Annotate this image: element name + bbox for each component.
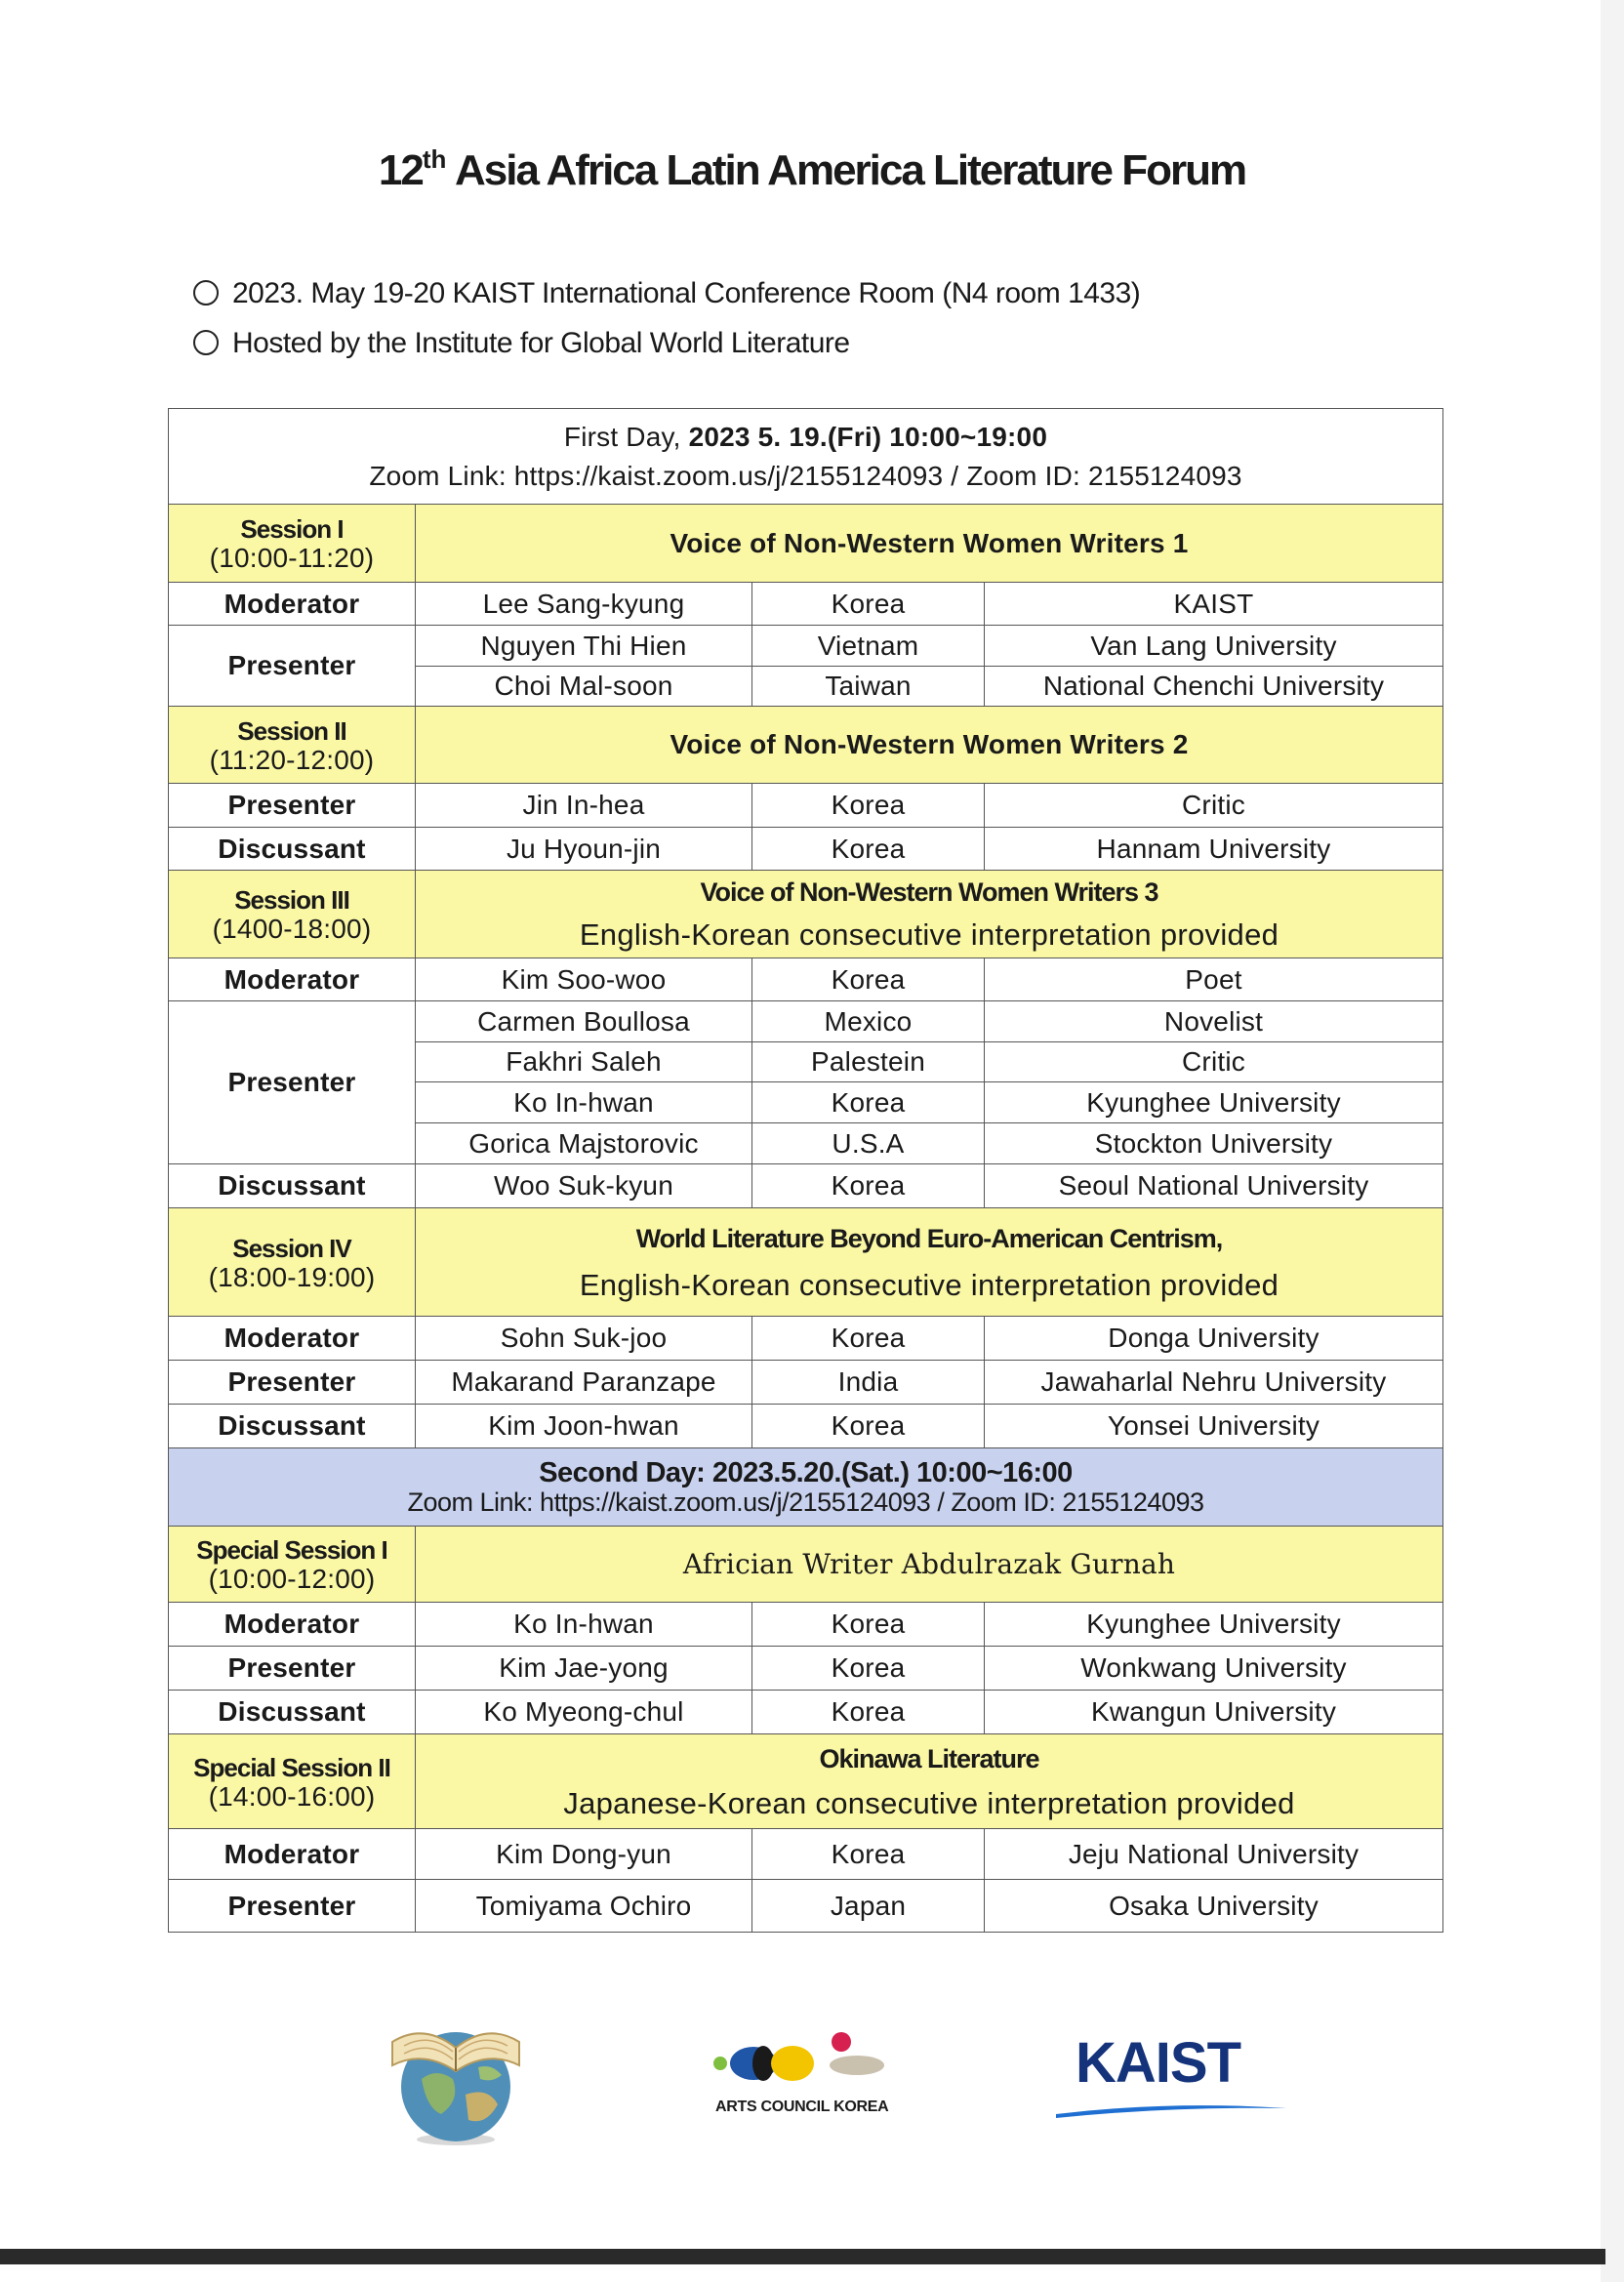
table-row: Presenter Nguyen Thi Hien Vietnam Van Lang University	[169, 626, 1443, 667]
table-row: Gorica Majstorovic U.S.A Stockton University	[169, 1123, 1443, 1164]
circle-bullet-icon	[193, 280, 219, 306]
event-host: Hosted by the Institute for Global World Literature	[193, 327, 850, 360]
table-row: Presenter Tomiyama Ochiro Japan Osaka University	[169, 1880, 1443, 1933]
bottom-border-bar	[0, 2249, 1605, 2264]
kaist-swoosh-icon	[1054, 2099, 1288, 2120]
table-row: Presenter Makarand Paranzape India Jawaharlal Nehru University	[169, 1361, 1443, 1405]
table-row: Moderator Kim Soo-woo Korea Poet	[169, 958, 1443, 1001]
session-1-header: Session I (10:00-11:20) Voice of Non-Western Women Writers 1	[169, 505, 1443, 583]
page-edge-shadow	[1601, 0, 1624, 2282]
book-globe-logo-icon	[383, 2011, 529, 2147]
table-row: Presenter Carmen Boullosa Mexico Novelist	[169, 1001, 1443, 1042]
session-2-header: Session II (11:20-12:00) Voice of Non-Western Women Writers 2	[169, 707, 1443, 784]
table-row: Fakhri Saleh Palestein Critic	[169, 1042, 1443, 1082]
table-row: Moderator Lee Sang-kyung Korea KAIST	[169, 583, 1443, 626]
table-row: Discussant Woo Suk-kyun Korea Seoul National University	[169, 1164, 1443, 1208]
arts-council-dots-icon	[712, 2032, 898, 2091]
day1-zoom-link[interactable]: Zoom Link: https://kaist.zoom.us/j/2155124093 / Zoom ID: 2155124093	[369, 460, 1242, 491]
day1-header: First Day, 2023 5. 19.(Fri) 10:00~19:00 Zoom Link: https://kaist.zoom.us/j/2155124093 / Zoom ID: 2155124093	[169, 409, 1443, 505]
event-date-location: 2023. May 19-20 KAIST International Conference Room (N4 room 1433)	[193, 277, 1140, 310]
table-row: Moderator Sohn Suk-joo Korea Donga University	[169, 1317, 1443, 1361]
table-row: Presenter Kim Jae-yong Korea Wonkwang University	[169, 1647, 1443, 1691]
sponsor-logos	[0, 2011, 1624, 2157]
kaist-logo: KAIST	[1076, 2031, 1240, 2095]
table-row: Moderator Kim Dong-yun Korea Jeju National University	[169, 1829, 1443, 1880]
day2-header: Second Day: 2023.5.20.(Sat.) 10:00~16:00 Zoom Link: https://kaist.zoom.us/j/2155124093 / Zoom ID: 2155124093	[169, 1448, 1443, 1527]
table-row: Discussant Kim Joon-hwan Korea Yonsei University	[169, 1405, 1443, 1448]
table-row: Choi Mal-soon Taiwan National Chenchi University	[169, 667, 1443, 707]
special-session-2-header: Special Session II (14:00-16:00) Okinawa Literature Japanese-Korean consecutive interpretation provided	[169, 1734, 1443, 1829]
schedule-table	[168, 408, 1443, 1933]
circle-bullet-icon	[193, 330, 219, 355]
session-3-header: Session III (1400-18:00) Voice of Non-Western Women Writers 3 English-Korean consecutive interpretation provided	[169, 871, 1443, 958]
table-row: Ko In-hwan Korea Kyunghee University	[169, 1082, 1443, 1123]
page-title: 12th Asia Africa Latin America Literature Forum	[378, 144, 1246, 194]
table-row: Presenter Jin In-hea Korea Critic	[169, 784, 1443, 828]
table-row: Discussant Ju Hyoun-jin Korea Hannam University	[169, 828, 1443, 871]
day2-zoom-link[interactable]: Zoom Link: https://kaist.zoom.us/j/2155124093 / Zoom ID: 2155124093	[407, 1487, 1204, 1517]
arts-council-korea-logo: ARTS COUNCIL KOREA	[715, 2099, 889, 2115]
session-4-header: Session IV (18:00-19:00) World Literature Beyond Euro-American Centrism, English-Korean consecutive interpretation provided	[169, 1208, 1443, 1317]
special-session-1-header: Special Session I (10:00-12:00) Africian Writer Abdulrazak Gurnah	[169, 1527, 1443, 1603]
table-row: Discussant Ko Myeong-chul Korea Kwangun University	[169, 1691, 1443, 1734]
table-row: Moderator Ko In-hwan Korea Kyunghee University	[169, 1603, 1443, 1647]
